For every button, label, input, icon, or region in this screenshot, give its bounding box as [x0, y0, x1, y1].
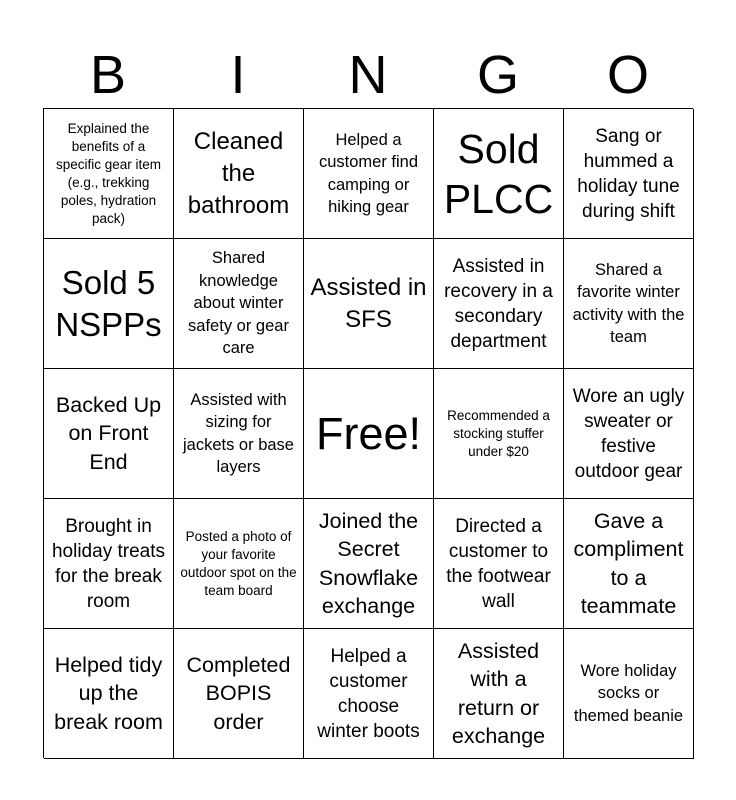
bingo-cell-r2c4[interactable] [434, 239, 564, 369]
cell-text: Directed a customer to the footwear wall [446, 515, 551, 612]
cell-text: Assisted in recovery in a secondary department [444, 255, 553, 352]
bingo-cell-r5c1[interactable] [44, 629, 174, 759]
bingo-cell-r2c2[interactable] [174, 239, 304, 369]
bingo-cell-r5c3[interactable] [304, 629, 434, 759]
cell-text: Helped a customer choose winter boots [317, 645, 420, 742]
bingo-cell-r1c3[interactable] [304, 109, 434, 239]
cell-text: Sold 5 NSPPs [55, 263, 162, 343]
cell-text: Joined the Secret Snowflake exchange [318, 508, 419, 618]
bingo-cell-r5c5[interactable] [564, 629, 694, 759]
bingo-header [43, 42, 693, 108]
cell-text: Assisted with a return or exchange [451, 638, 546, 748]
bingo-cell-r4c5[interactable] [564, 499, 694, 629]
cell-text: Sang or hummed a holiday tune during shift [577, 125, 680, 222]
bingo-grid [43, 108, 693, 758]
cell-text: Helped a customer find camping or hiking gear [318, 130, 419, 216]
bingo-cell-r2c5[interactable] [564, 239, 694, 369]
cell-text: Explained the benefits of a specific gear item (e.g., trekking poles, hydration pack) [55, 120, 162, 226]
cell-text: Assisted in SFS [310, 273, 427, 333]
cell-text: Shared knowledge about winter safety or gear care [188, 249, 289, 358]
cell-text: Assisted with sizing for jackets or base layers [183, 390, 294, 476]
bingo-cell-r1c2[interactable] [174, 109, 304, 239]
cell-text: Posted a photo of your favorite outdoor spot on the team board [180, 528, 297, 598]
header-letter-n: N [348, 45, 388, 105]
bingo-cell-r1c4[interactable] [434, 109, 564, 239]
bingo-cell-r5c4[interactable] [434, 629, 564, 759]
bingo-cell-r4c1[interactable] [44, 499, 174, 629]
cell-text: Completed BOPIS order [186, 652, 291, 734]
cell-text: Brought in holiday treats for the break room [51, 515, 165, 612]
cell-text: Sold PLCC [443, 125, 554, 222]
bingo-cell-r4c4[interactable] [434, 499, 564, 629]
bingo-cell-r3c1[interactable] [44, 369, 174, 499]
header-letter-g: G [476, 45, 519, 105]
bingo-cell-r4c3[interactable] [304, 499, 434, 629]
cell-text: Wore holiday socks or themed beanie [573, 661, 684, 725]
header-letter-i: I [230, 45, 246, 105]
cell-text: Recommended a stocking stuffer under $20 [447, 407, 550, 459]
bingo-cell-r1c5[interactable] [564, 109, 694, 239]
bingo-cell-r3c4[interactable] [434, 369, 564, 499]
bingo-cell-r4c2[interactable] [174, 499, 304, 629]
bingo-cell-r1c1[interactable] [44, 109, 174, 239]
bingo-cell-r3c5[interactable] [564, 369, 694, 499]
header-letter-o: O [606, 45, 649, 105]
bingo-cell-r2c3[interactable] [304, 239, 434, 369]
cell-text: Cleaned the bathroom [187, 127, 290, 219]
cell-text: Wore an ugly sweater or festive outdoor gear [572, 385, 685, 482]
header-letter-b: B [89, 45, 127, 105]
cell-text: Backed Up on Front End [55, 392, 162, 474]
cell-text: Shared a favorite winter activity with the team [572, 260, 685, 346]
bingo-cell-r2c1[interactable] [44, 239, 174, 369]
cell-text: Gave a compliment to a teammate [573, 508, 684, 618]
cell-text: Helped tidy up the break room [54, 652, 163, 734]
bingo-cell-free[interactable] [304, 369, 434, 499]
free-space-text: Free! [315, 407, 422, 459]
bingo-cell-r5c2[interactable] [174, 629, 304, 759]
bingo-cell-r3c2[interactable] [174, 369, 304, 499]
